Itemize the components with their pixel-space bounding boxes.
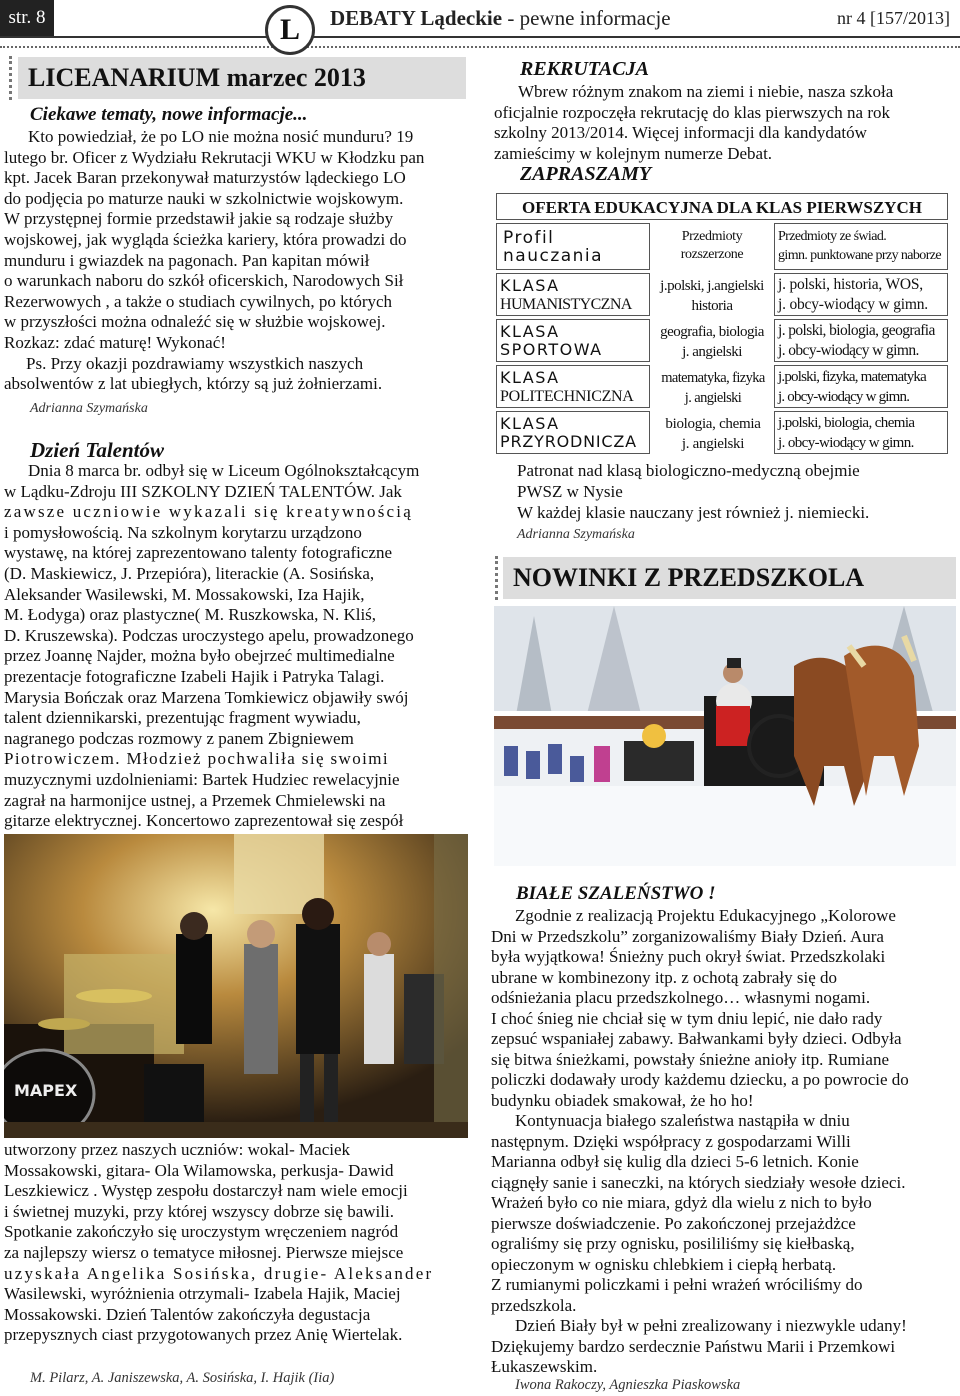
- text-line: uzyskała Angelika Sosińska, drugie- Aleksander: [4, 1263, 434, 1283]
- dotted-marker: [495, 556, 498, 600]
- extended-subjects: [652, 276, 772, 316]
- class-row-przyrodnicza: [496, 411, 650, 454]
- offer-notes: [517, 460, 957, 523]
- text-line: Leszkiewicz . Występ zespołu dostarczył nam wiele emocji: [4, 1181, 408, 1201]
- extended-subjects: [652, 322, 772, 362]
- text-line: przez Joannę Najder, można było obejrzeć multimedialne: [4, 646, 395, 666]
- text-line: Marianna odbył się kulig dla dzieci 5-6 letnich. Konie: [491, 1152, 859, 1171]
- offer-table-title: OFERTA EDUKACYJNA DLA KLAS PIERWSZYCH: [496, 193, 948, 220]
- header-points-line1: Przedmioty ze świad.: [778, 229, 887, 244]
- issue-number: nr 4 [157/2013]: [837, 8, 950, 28]
- text-line: Rezerwowych , a także o studiach cywilnych, po których: [4, 291, 393, 311]
- text-line: (D. Maskiewicz, J. Przepióra), literackie (A. Sosińska,: [4, 563, 375, 583]
- text-line: talent dziennikarski, prezentując fragment wywiadu,: [4, 708, 361, 728]
- text-line: następnym. Dzięki współpracy z gospodarzami Willi: [491, 1131, 851, 1151]
- text-line: ograliśmy się przy ognisku, posililiśmy się kiełbaską,: [491, 1234, 855, 1253]
- text-line: oficjalnie rozpoczęła rekrutację do klas pierwszych na rok: [494, 102, 891, 122]
- liceanarium-subhead: Ciekawe tematy, nowe informacje...: [30, 104, 308, 125]
- text-line: absolwentów z lat ubiegłych, którzy są już żołnierzami.: [4, 374, 383, 394]
- class-label: KLASA: [500, 368, 560, 387]
- text-line: Zgodnie z realizacją Projektu Edukacyjnego „Kolorowe: [515, 906, 896, 925]
- class-row-politechniczna: [496, 365, 650, 408]
- class-label: KLASA: [500, 414, 560, 433]
- text-line: była wyjątkowa! Śnieżny puch okrył świat. Przedszkolaki: [491, 947, 886, 966]
- class-name: SPORTOWA: [500, 340, 603, 359]
- pts-line1: j. polski, historia, WOS,: [778, 276, 923, 293]
- pts-line2: j. obcy-wiodący w gimn.: [778, 389, 910, 405]
- header-profile-line1: Profil: [503, 228, 555, 248]
- zapraszamy-heading: ZAPRASZAMY: [520, 163, 652, 185]
- text-line: Dnia 8 marca br. odbył się w Liceum Ogólnokształcącym: [28, 461, 420, 480]
- text-line: w Lądku-Zdroju III SZKOLNY DZIEŃ TALENTÓW. Jak: [4, 481, 402, 501]
- text-line: w przyszłości można odnaleźć się w służbie wojskowej.: [4, 312, 386, 332]
- text-line: i świetnej muzyki, przy której wszyscy dobrze się bawili.: [4, 1201, 394, 1221]
- dotted-marker: [9, 56, 12, 100]
- pts-line2: j. obcy-wiodący w gimn.: [778, 435, 914, 451]
- ext-line2: j. angielski: [681, 436, 745, 452]
- pts-line1: j. polski, biologia, geografia: [778, 322, 935, 339]
- text-line: Rozkaz: zdać maturę! Wykonać!: [4, 332, 226, 352]
- points-subjects: [774, 319, 948, 362]
- title-rest: - pewne informacje: [502, 6, 671, 30]
- text-line: Mossakowski. Dzień Talentów zakończyła degustacja: [4, 1304, 371, 1324]
- text-line: zamieścimy w kolejnym numerze Debat.: [494, 143, 773, 163]
- rekrutacja-heading: REKRUTACJA: [520, 58, 649, 80]
- text-line: M. Łodyga) oraz plastyczne( M. Ruszkowska, N. Kliś,: [4, 605, 377, 625]
- talenty-text-cont: [4, 1140, 467, 1346]
- text-line: Z rumianymi policzkami i pełni wrażeń wróciliśmy do: [491, 1275, 863, 1294]
- text-line: Wasilewski, wyróżnienia otrzymali- Izabela Hajik, Maciej: [4, 1284, 401, 1304]
- text-line: lutego br. Oficer z Wydziału Rekrutacji WKU w Kłodzku pan: [4, 147, 425, 167]
- talenty-text: [4, 461, 467, 832]
- pts-line2: j. obcy-wiodący w gimn.: [778, 342, 919, 359]
- text-line: munduru i gwiazdek na pagonach. Pan kapitan mówił: [4, 250, 370, 270]
- liceanarium-text: [4, 127, 467, 395]
- header-rule: [0, 36, 960, 38]
- text-line: przepysznych ciast przygotowanych przez Anię Wiertelak.: [4, 1325, 403, 1345]
- text-line: Dzień Biały był w pełni zrealizowany i niezwykle udany!: [515, 1316, 907, 1335]
- nowinki-heading: BIAŁE SZALEŃSTWO !: [516, 883, 716, 904]
- text-line: Łukaszewskim.: [491, 1357, 598, 1376]
- text-line: Dziękujemy bardzo serdecznie Państwu Marii i Przemkowi: [491, 1336, 896, 1356]
- class-label: KLASA: [500, 322, 560, 341]
- pts-line1: j.polski, biologia, chemia: [778, 415, 915, 431]
- text-line: I choć śnieg nie chciał się w tym dniu lepić, nie dało rady: [491, 1008, 883, 1028]
- class-name: PRZYRODNICZA: [500, 432, 637, 451]
- text-line: Spotkanie zakończyło się uroczystym wręczeniem nagród: [4, 1222, 399, 1242]
- header-profile: [496, 223, 650, 270]
- text-line: Piotrowiczem. Młodzież pochwaliła się swoimi: [4, 749, 389, 769]
- extended-subjects: [652, 414, 774, 454]
- header-profile-line2: nauczania: [503, 246, 604, 266]
- ext-line1: biologia, chemia: [665, 416, 761, 432]
- text-line: ubrane w kombinezony itp. z ochotą zabrały się do: [491, 967, 838, 987]
- text-line: i pomysłowością. Na szkolnym korytarzu urządzono: [4, 522, 362, 542]
- text-line: wojskowej, jak wygląda ścieżka kariery, która prowadzi do: [4, 229, 407, 249]
- text-line: D. Kruszewska). Podczas uroczystego apelu, prowadzonego: [4, 625, 414, 645]
- text-line: gitarze elektrycznej. Koncertowo zaprezentował się zespół: [4, 811, 404, 831]
- header-dotted-rule: [0, 46, 960, 48]
- band-concert-photo: [4, 834, 468, 1138]
- text-line: przedszkola.: [491, 1295, 577, 1315]
- nowinki-text: [491, 906, 956, 1378]
- class-row-sportowa: [496, 319, 650, 362]
- text-line: zagrał na harmonijce ustnej, a Przemek Chmielewski na: [4, 790, 386, 810]
- text-line: policzki dodawały urody każdemu dziecku, a po powrocie do: [491, 1070, 909, 1089]
- class-name: HUMANISTYCZNA: [500, 296, 632, 313]
- text-line: wystawę, na której zaprezentowano talenty fotograficzne: [4, 543, 392, 563]
- text-line: Wbrew różnym znakom na ziemi i niebie, nasza szkoła: [518, 82, 894, 101]
- text-line: Marysia Bończak oraz Marzena Tomkiewicz objawiły swój: [4, 687, 409, 707]
- note-line: PWSZ w Nysie: [517, 482, 623, 501]
- text-line: kpt. Jacek Baran przekonywał maturzystów lądeckiego LO: [4, 168, 406, 188]
- points-subjects: [774, 273, 948, 316]
- nowinki-bar: NOWINKI Z PRZEDSZKOLA: [503, 557, 956, 599]
- sleigh-ride-illustration: [494, 606, 956, 866]
- ext-line2: j. angielski: [684, 390, 742, 406]
- text-line: szkolny 2013/2014. Więcej informacji dla kandydatów: [494, 123, 867, 143]
- ext-line1: j.polski, j.angielski: [660, 278, 764, 294]
- talenty-author: M. Pilarz, A. Janiszewska, A. Sosińska, I. Hajik (Iia): [30, 1370, 335, 1386]
- text-line: Aleksander Wasilewski, M. Mossakowski, Iza Hajik,: [4, 584, 365, 604]
- rekrutacja-text: [494, 82, 956, 164]
- title-bold: DEBATY Lądeckie: [330, 6, 503, 30]
- band-concert-illustration: [4, 834, 468, 1138]
- text-line: o warunkach naboru do szkół oficerskich, Narodowych Sił: [4, 271, 404, 291]
- text-line: Dni w Przedszkolu” zorganizowaliśmy Biały Dzień. Aura: [491, 926, 884, 946]
- header-points: [774, 223, 948, 270]
- text-line: W przystępnej formie przedstawił jakie są rodzaje służby: [4, 209, 394, 229]
- header-extended-line2: rozszerzone: [680, 247, 744, 262]
- text-line: zepsuć wspaniałej zabawy. Bałwankami były dzieci. Odbyła: [491, 1029, 902, 1048]
- drum-label: MAPEX: [14, 1081, 78, 1100]
- text-line: Wrażeń było co nie miara, gdyż dla wielu z nich to było: [491, 1193, 872, 1212]
- class-name: POLITECHNICZNA: [500, 388, 634, 405]
- talenty-heading: Dzień Talentów: [30, 438, 164, 462]
- text-line: nagranego podczas rozmowy z panem Zbigniewem: [4, 728, 354, 748]
- ext-line1: matematyka, fizyka: [661, 370, 765, 386]
- ext-line2: historia: [691, 298, 733, 314]
- pts-line1: j.polski, fizyka, matematyka: [778, 369, 926, 385]
- liceanarium-bar: LICEANARIUM marzec 2013: [18, 57, 466, 99]
- pts-line2: j. obcy-wiodący w gimn.: [778, 296, 928, 313]
- points-subjects: [774, 411, 948, 454]
- newspaper-logo: L: [265, 5, 315, 55]
- ext-line2: j. angielski: [682, 344, 742, 360]
- nowinki-author: Iwona Rakoczy, Agnieszka Piaskowska: [515, 1377, 741, 1393]
- liceanarium-author: Adrianna Szymańska: [30, 401, 148, 416]
- text-line: Kto powiedział, że po LO nie można nosić munduru? 19: [28, 127, 414, 146]
- text-line: Mossakowski, gitara- Ola Wilamowska, perkusja- Dawid: [4, 1160, 394, 1180]
- text-line: ciągnęły sanie i saneczki, na których siedziały wesołe dzieci.: [491, 1172, 906, 1192]
- offer-author: Adrianna Szymańska: [517, 527, 635, 542]
- newspaper-title: [330, 6, 671, 31]
- text-line: prezentacje fotograficzne Izabeli Hajik i Patryka Talagi.: [4, 666, 385, 686]
- text-line: do podjęcia po maturze nauki w szkolnictwie wojskowym.: [4, 188, 404, 208]
- sleigh-ride-photo: [494, 606, 956, 866]
- page-number: str. 8: [0, 0, 54, 36]
- text-line: pierwsze doświadczenie. Po zakończonej przejażdżce: [491, 1213, 856, 1233]
- header-points-line2: gimn. punktowane przy naborze: [778, 248, 941, 263]
- extended-subjects: [652, 368, 774, 408]
- text-line: muzycznymi uzdolnieniami: Bartek Hudziec rewelacyjnie: [4, 769, 400, 789]
- header-extended: [652, 228, 772, 264]
- note-line: Patronat nad klasą biologiczno-medyczną obejmie: [517, 461, 860, 480]
- points-subjects: [774, 365, 948, 408]
- text-line: Kontynuacja białego szaleństwa nastąpiła w dniu: [515, 1111, 850, 1130]
- class-label: KLASA: [500, 276, 560, 295]
- text-line: się bitwa śnieżkami, powstały śnieżne anioły itp. Rumiane: [491, 1049, 889, 1069]
- text-line: utworzony przez naszych uczniów: wokal- Maciek: [4, 1140, 351, 1159]
- text-line: zawsze uczniowie wykazali się kreatywnością: [4, 502, 413, 522]
- text-line: odśnieżania placu przedszkolnego… własnymi nogami.: [491, 988, 871, 1007]
- text-line: za najlepszy wiersz o tematyce miłosnej. Pierwsze miejsce: [4, 1242, 404, 1262]
- note-line: W każdej klasie nauczany jest również j. niemiecki.: [517, 503, 870, 522]
- class-row-humanistyczna: [496, 273, 650, 316]
- text-line: budynku obiadek smakował, że ho ho!: [491, 1090, 754, 1110]
- text-line: Ps. Przy okazji pozdrawiamy wszystkich naszych: [26, 353, 364, 373]
- header-extended-line1: Przedmioty: [681, 229, 743, 244]
- text-line: opieczonym w ognisku chlebkiem i ciepłą herbatą.: [491, 1254, 837, 1274]
- ext-line1: geografia, biologia: [660, 324, 764, 340]
